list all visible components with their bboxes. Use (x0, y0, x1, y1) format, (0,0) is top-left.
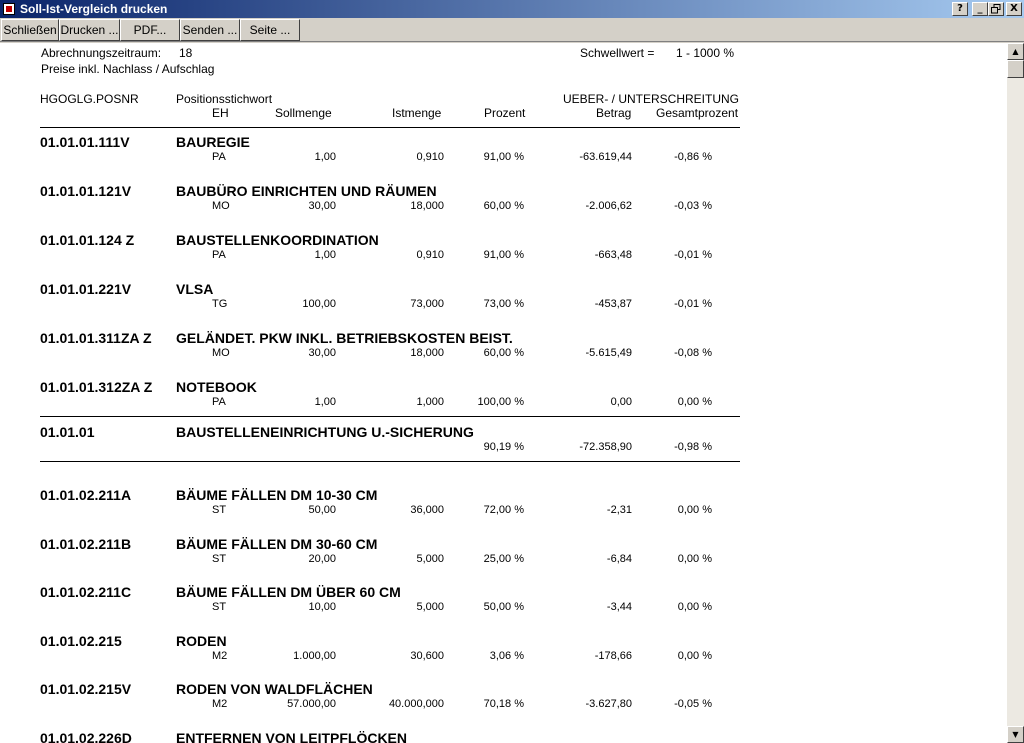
pos-name: BÄUME FÄLLEN DM 30-60 CM (176, 535, 378, 552)
pos-gesamt: -0,03 % (674, 200, 712, 212)
pos-eh: ST (212, 601, 227, 613)
pos-eh: PA (212, 151, 226, 163)
subtotal-nr: 01.01.01 (40, 424, 95, 440)
pos-gesamt: -0,05 % (674, 698, 712, 710)
pos-eh: PA (212, 249, 226, 261)
pos-prozent: 60,00 % (483, 200, 524, 212)
price-note: Preise inkl. Nachlass / Aufschlag (41, 62, 215, 76)
pos-nr: 01.01.02.211C (40, 584, 132, 600)
col-stichwort: Positionsstichwort (176, 92, 273, 106)
restore-button[interactable] (988, 2, 1004, 16)
pos-name: RODEN (176, 632, 227, 649)
col-ueber-unter: UEBER- / UNTERSCHREITUNG (563, 92, 740, 106)
pos-nr: 01.01.01.124 Z (40, 232, 135, 248)
pos-ist: 73,000 (410, 298, 444, 310)
pos-name: GELÄNDET. PKW INKL. BETRIEBSKOSTEN BEIST. (176, 330, 513, 346)
pos-soll: 10,00 (308, 601, 336, 613)
pos-prozent: 91,00 % (483, 249, 524, 261)
pos-name: BAUSTELLENKOORDINATION (176, 232, 379, 248)
pos-gesamt: -0,01 % (674, 298, 712, 310)
pos-betrag: -2,31 (606, 504, 632, 516)
pos-nr: 01.01.01.311ZA Z (40, 330, 152, 346)
pos-name: RODEN VON WALDFLÄCHEN (176, 681, 373, 697)
col-prozent: Prozent (484, 106, 526, 120)
pos-gesamt: -0,86 % (674, 151, 712, 163)
pos-prozent: 3,06 % (489, 649, 524, 662)
report-page (0, 43, 1007, 743)
page-button[interactable]: Seite ... (240, 19, 300, 41)
pos-name: ENTFERNEN VON LEITPFLÖCKEN (176, 729, 408, 743)
pos-eh: MO (212, 200, 230, 212)
pos-ist: 18,000 (410, 347, 444, 359)
subtotal-name: BAUSTELLENEINRICHTUNG U.-SICHERUNG (176, 424, 474, 440)
subtotal-betrag: -72.358,90 (579, 441, 632, 453)
restore-icon (991, 4, 1001, 14)
pos-eh: M2 (212, 649, 228, 662)
close-window-button[interactable]: X (1006, 2, 1022, 16)
col-eh: EH (212, 106, 229, 120)
send-button[interactable]: Senden ... (180, 19, 240, 41)
pos-name: BAUBÜRO EINRICHTEN UND RÄUMEN (176, 183, 437, 199)
minimize-button[interactable]: _ (972, 2, 988, 16)
threshold-label: Schwellwert = (580, 46, 655, 60)
pos-betrag: -6,84 (606, 552, 632, 565)
pos-ist: 0,910 (416, 249, 444, 261)
header-rule (40, 127, 740, 128)
scroll-thumb[interactable] (1007, 60, 1024, 78)
window-title: Soll-Ist-Vergleich drucken (20, 2, 168, 16)
pos-prozent: 100,00 % (477, 396, 524, 408)
pos-soll: 1.000,00 (293, 649, 336, 662)
position-row (40, 730, 740, 743)
pos-gesamt: -0,01 % (674, 249, 712, 261)
subtotal-prozent: 90,19 % (483, 441, 524, 453)
pos-gesamt: 0,00 % (677, 601, 712, 613)
pos-gesamt: 0,00 % (677, 504, 712, 516)
subtotal-row (40, 424, 740, 473)
pos-soll: 100,00 (302, 298, 336, 310)
position-row (40, 183, 740, 232)
pos-betrag: -3.627,80 (585, 698, 632, 710)
app-icon (3, 3, 15, 15)
scroll-down-button[interactable]: ▼ (1007, 726, 1024, 743)
pos-gesamt: 0,00 % (677, 396, 712, 408)
pos-prozent: 73,00 % (483, 298, 524, 310)
pos-betrag: -63.619,44 (579, 151, 632, 163)
pos-eh: M2 (212, 698, 228, 710)
pos-eh: MO (212, 347, 230, 359)
pos-prozent: 72,00 % (483, 504, 524, 516)
position-row (40, 330, 740, 379)
pos-betrag: -453,87 (594, 298, 632, 310)
pos-ist: 18,000 (410, 200, 444, 212)
pos-betrag: -5.615,49 (585, 347, 632, 359)
pos-ist: 30,600 (410, 649, 444, 662)
pos-eh: ST (212, 504, 227, 516)
position-row (40, 232, 740, 281)
pos-gesamt: 0,00 % (677, 552, 712, 565)
pos-soll: 30,00 (308, 347, 336, 359)
subtotal-rule-bottom (40, 461, 740, 462)
pos-betrag: -663,48 (594, 249, 632, 261)
pos-prozent: 91,00 % (483, 151, 524, 163)
scroll-up-button[interactable]: ▲ (1007, 43, 1024, 60)
pos-nr: 01.01.02.226D (40, 729, 132, 743)
col-gesamt: Gesamtprozent (656, 106, 739, 120)
vertical-scrollbar[interactable] (1007, 43, 1024, 743)
pos-ist: 0,910 (416, 151, 444, 163)
position-row (40, 584, 740, 633)
pos-nr: 01.01.01.221V (40, 281, 132, 297)
col-ist: Istmenge (392, 106, 442, 120)
pos-betrag: -3,44 (606, 601, 632, 613)
pos-betrag: 0,00 (610, 396, 632, 408)
pos-soll: 50,00 (308, 504, 336, 516)
position-row (40, 487, 740, 536)
position-row (40, 536, 740, 585)
pos-eh: PA (212, 396, 226, 408)
pos-betrag: -2.006,62 (585, 200, 632, 212)
position-row (40, 134, 740, 183)
pos-eh: ST (212, 552, 227, 565)
pos-nr: 01.01.01.312ZA Z (40, 379, 153, 395)
pos-soll: 1,00 (314, 151, 336, 163)
help-button[interactable]: ? (952, 2, 968, 16)
pos-nr: 01.01.01.111V (40, 134, 130, 150)
pdf-button[interactable]: PDF... (120, 19, 180, 41)
col-posnr: HGOGLG.POSNR (40, 92, 139, 106)
print-button[interactable]: Drucken ... (59, 19, 120, 41)
pos-nr: 01.01.02.211B (40, 535, 132, 552)
pos-nr: 01.01.01.121V (40, 183, 132, 199)
threshold-value: 1 - 1000 % (676, 46, 735, 60)
pos-soll: 1,00 (314, 396, 336, 408)
col-soll: Sollmenge (275, 106, 332, 120)
period-label: Abrechnungszeitraum: (41, 46, 162, 60)
close-button[interactable]: Schließen (1, 19, 59, 41)
pos-soll: 57.000,00 (287, 698, 336, 710)
pos-prozent: 50,00 % (483, 601, 524, 613)
pos-name: BAUREGIE (176, 134, 250, 150)
toolbar (0, 18, 1024, 42)
pos-prozent: 70,18 % (483, 698, 524, 710)
period-value: 18 (179, 46, 193, 60)
pos-ist: 5,000 (416, 552, 444, 565)
pos-name: NOTEBOOK (176, 379, 257, 395)
pos-soll: 1,00 (314, 249, 336, 261)
pos-prozent: 60,00 % (483, 347, 524, 359)
position-row (40, 379, 740, 428)
position-row (40, 633, 740, 682)
pos-eh: TG (212, 298, 228, 310)
subtotal-rule-top (40, 416, 740, 417)
pos-prozent: 25,00 % (483, 552, 524, 565)
pos-ist: 5,000 (416, 601, 444, 613)
pos-name: VLSA (176, 281, 214, 297)
title-bar (0, 0, 1024, 18)
pos-name: BÄUME FÄLLEN DM 10-30 CM (176, 487, 378, 503)
pos-name: BÄUME FÄLLEN DM ÜBER 60 CM (176, 584, 401, 600)
col-betrag: Betrag (596, 106, 632, 120)
pos-gesamt: 0,00 % (677, 649, 712, 662)
pos-ist: 40.000,000 (388, 698, 444, 710)
pos-gesamt: -0,08 % (674, 347, 712, 359)
position-row (40, 281, 740, 330)
pos-soll: 30,00 (308, 200, 336, 212)
subtotal-gesamt: -0,98 % (674, 441, 712, 453)
pos-betrag: -178,66 (594, 649, 632, 662)
pos-soll: 20,00 (308, 552, 336, 565)
pos-ist: 1,000 (416, 396, 444, 408)
pos-nr: 01.01.02.215 (40, 632, 122, 649)
pos-nr: 01.01.02.211A (40, 487, 132, 503)
pos-nr: 01.01.02.215V (40, 681, 132, 697)
pos-ist: 36,000 (410, 504, 444, 516)
position-row (40, 681, 740, 730)
